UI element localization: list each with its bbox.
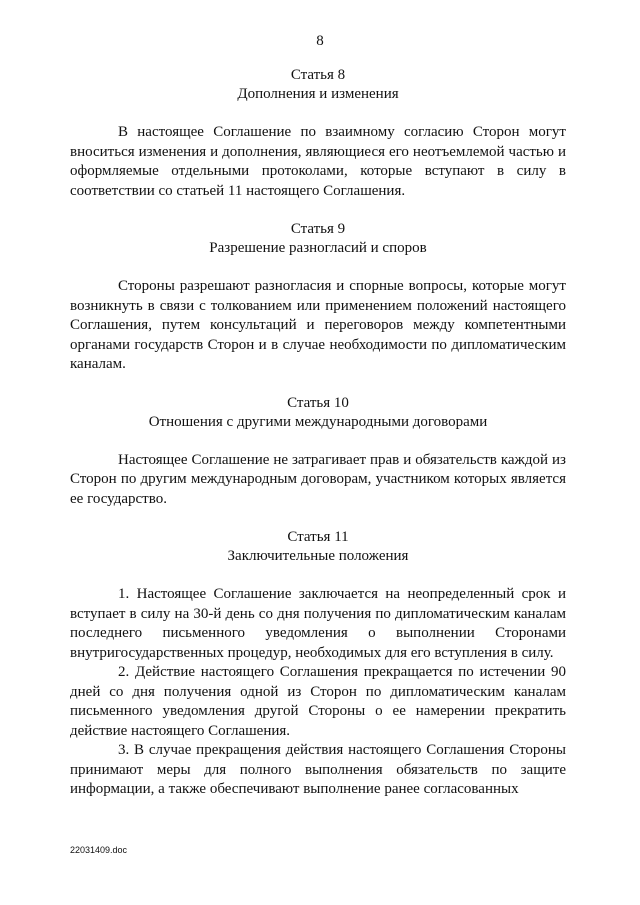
article-10 — [70, 394, 566, 510]
page-number: 8 — [316, 33, 324, 49]
article-heading: Статья 8 — [290, 67, 346, 83]
article-heading: Статья 9 — [290, 221, 346, 237]
spacer — [70, 432, 566, 451]
spacer — [70, 566, 566, 585]
spacer — [70, 509, 566, 528]
spacer — [70, 104, 566, 123]
article-9 — [70, 220, 566, 375]
article-paragraph: 3. В случае прекращения действия настоящего Соглашения Стороны принимают меры для полного выполнения обязательств по защите информации, а также обеспечивают выполнение ранее согласованных — [70, 742, 566, 797]
spacer — [70, 258, 566, 277]
article-title: Отношения с другими международными договорами — [148, 413, 488, 430]
footer-file-name: 22031409.doc — [70, 845, 128, 855]
spacer — [70, 201, 566, 220]
article-paragraph: В настоящее Соглашение по взаимному согласию Сторон могут вноситься изменения и дополнения, являющиеся его неотъемлемой частью и оформляемые отдельными протоколами, которые вступают в силу в соответствии со статьей 11 настоящего Соглашения. — [70, 124, 566, 199]
article-title: Заключительные положения — [227, 548, 409, 564]
article-heading: Статья 11 — [287, 529, 349, 545]
article-title: Разрешение разногласий и споров — [209, 240, 427, 256]
article-8 — [70, 66, 566, 201]
article-paragraph: 1. Настоящее Соглашение заключается на неопределенный срок и вступает в силу на 30-й день со дня получения по дипломатическим каналам последнего письменного уведомления о выполнении Сторонами внутригосударственных процедур, необходимых для его вступления в силу. — [70, 586, 566, 661]
article-title: Дополнения и изменения — [237, 86, 399, 102]
spacer — [70, 375, 566, 394]
article-heading: Статья 10 — [287, 394, 349, 411]
article-paragraph: 2. Действие настоящего Соглашения прекращается по истечении 90 дней со дня получения одной из Сторон по дипломатическим каналам письменного уведомления другой Стороны о ее намерении прекратить действие настоящего Соглашения. — [70, 664, 566, 739]
article-11 — [70, 528, 566, 800]
document-body — [70, 66, 566, 800]
article-paragraph: Стороны разрешают разногласия и спорные вопросы, которые могут возникнуть в связи с толкованием или применением положений настоящего Соглашения, путем консультаций и переговоров между компетентными органами государств Сторон и в случае необходимости по дипломатическим каналам. — [70, 278, 566, 372]
article-paragraph: Настоящее Соглашение не затрагивает прав и обязательств каждой из Сторон по другим международным договорам, участником которых является ее государство. — [70, 451, 566, 507]
